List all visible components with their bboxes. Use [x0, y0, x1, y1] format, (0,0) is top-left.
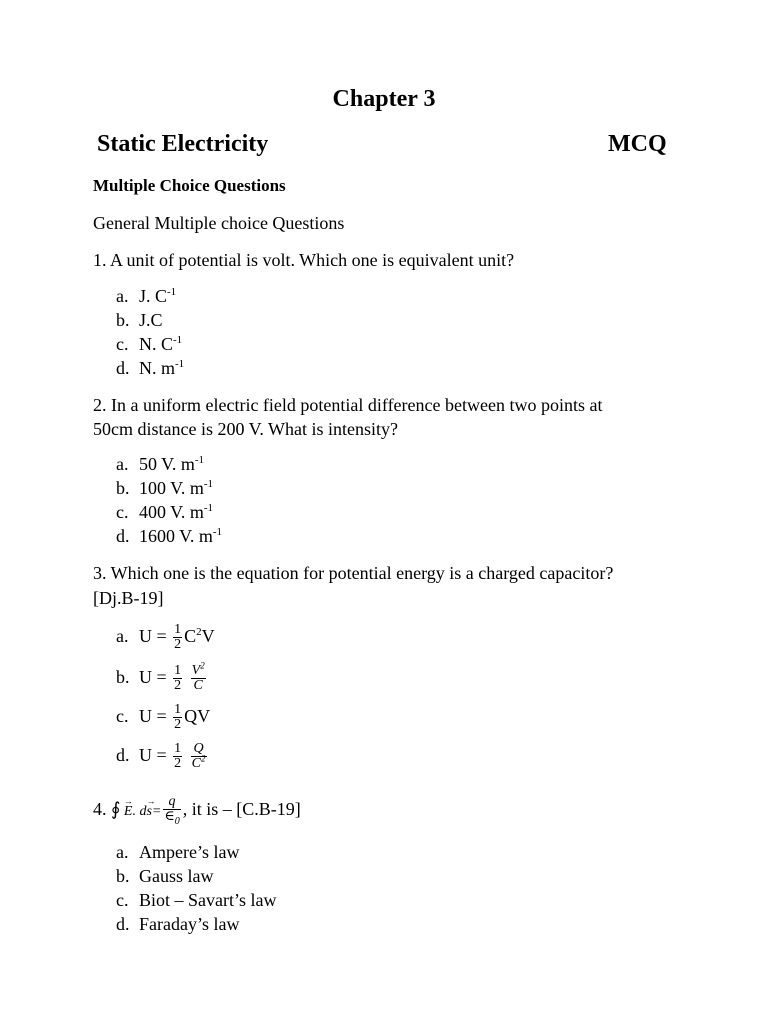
option-text: Biot – Savart’s law — [139, 890, 277, 910]
section-title: General Multiple choice Questions — [93, 213, 345, 233]
closed-integral-symbol: ∮ — [111, 799, 121, 819]
q3-option-b — [116, 658, 208, 696]
option-label: d. — [116, 914, 130, 934]
option-label: c. — [116, 706, 129, 726]
q2-option-d — [116, 524, 222, 548]
fraction-denominator — [163, 810, 180, 829]
option-text: 400 V. m — [139, 502, 204, 522]
option-label: a. — [116, 454, 129, 474]
fraction-v2-over-c — [191, 660, 206, 694]
option-text: 50 V. m — [139, 454, 195, 474]
numerator-sup: 2 — [200, 660, 205, 671]
numerator-text: V — [191, 663, 201, 679]
mcq-tag: MCQ — [608, 131, 667, 157]
fraction-denominator: 2 — [174, 637, 182, 653]
option-sup: -1 — [212, 526, 223, 538]
option-sup: -1 — [175, 358, 185, 370]
option-sup: -1 — [203, 478, 214, 490]
question-2-line-1: 2. In a uniform electric field potential difference between two points at — [93, 395, 603, 415]
option-label: a. — [116, 286, 129, 306]
option-sup: -1 — [203, 502, 214, 514]
question-3-line-2: [Dj.B-19] — [93, 588, 164, 608]
fraction-denominator: 2 — [174, 756, 182, 772]
question-4 — [93, 790, 301, 831]
q2-option-a — [116, 452, 204, 476]
fraction-denominator: 2 — [174, 678, 182, 694]
fraction-half — [173, 623, 182, 652]
fraction-half — [173, 664, 182, 693]
option-lhs: U = — [139, 706, 167, 726]
denominator-sup: 2 — [201, 753, 206, 764]
option-label: a. — [116, 626, 129, 646]
option-text: Faraday’s law — [139, 914, 240, 934]
question-number: 4. — [93, 799, 107, 819]
fraction-numerator: 1 — [174, 741, 182, 757]
vector-e: → E — [124, 793, 133, 831]
q3-option-a — [116, 617, 215, 655]
q4-option-d — [116, 912, 239, 936]
question-2-line-2: 50cm distance is 200 V. What is intensity? — [93, 419, 398, 439]
q1-option-d — [116, 356, 184, 380]
option-label: c. — [116, 890, 129, 910]
option-label: b. — [116, 667, 130, 687]
question-1: 1. A unit of potential is volt. Which one is equivalent unit? — [93, 250, 515, 270]
option-label: b. — [116, 478, 130, 498]
option-label: b. — [116, 866, 130, 886]
option-rhs: C — [184, 626, 197, 646]
option-lhs: U = — [139, 745, 167, 765]
option-label: d. — [116, 745, 130, 765]
q4-option-c — [116, 888, 277, 912]
q4-option-b — [116, 864, 214, 888]
option-label: d. — [116, 358, 130, 378]
chapter-title: Static Electricity — [97, 131, 269, 157]
question-3-line-1: 3. Which one is the equation for potential energy is a charged capacitor? — [93, 563, 614, 583]
formula-dot: . d — [132, 804, 147, 819]
subheading: Multiple Choice Questions — [93, 176, 286, 195]
epsilon-subscript: 0 — [174, 815, 180, 827]
fraction-q-over-c2 — [191, 742, 207, 771]
option-label: c. — [116, 334, 129, 354]
fraction-numerator: 1 — [174, 663, 182, 679]
option-text: J. C — [139, 286, 168, 306]
fraction-denominator: C — [193, 678, 203, 694]
q3-option-c — [116, 697, 210, 735]
option-sup: -1 — [194, 454, 205, 466]
option-text: N. m — [139, 358, 175, 378]
q2-option-c — [116, 500, 213, 524]
option-sup: -1 — [167, 286, 177, 298]
option-text: 1600 V. m — [139, 526, 213, 546]
option-label: b. — [116, 310, 130, 330]
q1-option-a — [116, 284, 176, 308]
option-text: 100 V. m — [139, 478, 204, 498]
option-text: N. C — [139, 334, 174, 354]
formula-equals: = — [151, 804, 162, 819]
option-rhs-tail: V — [201, 626, 215, 646]
fraction-denominator: 2 — [174, 717, 182, 733]
fraction-numerator: Q — [191, 742, 207, 757]
fraction-half — [173, 703, 182, 732]
option-label: a. — [116, 842, 129, 862]
option-label: c. — [116, 502, 129, 522]
option-text: Gauss law — [139, 866, 214, 886]
q1-option-c — [116, 332, 182, 356]
fraction-numerator: 1 — [174, 702, 182, 718]
fraction-half — [173, 742, 182, 771]
fraction-q-over-epsilon — [163, 795, 180, 829]
option-rhs: QV — [184, 706, 211, 726]
q1-option-b — [116, 308, 163, 332]
question-4-suffix: , it is – [C.B-19] — [182, 799, 301, 819]
fraction-numerator: 1 — [174, 622, 182, 638]
fraction-denominator — [191, 753, 207, 772]
q2-option-b — [116, 476, 213, 500]
denominator-text: C — [191, 756, 201, 772]
option-text: Ampere’s law — [139, 842, 240, 862]
option-text: J.C — [139, 310, 163, 330]
q3-option-d — [116, 736, 209, 774]
fraction-numerator: q — [163, 795, 180, 810]
option-sup: -1 — [173, 334, 183, 346]
chapter-heading: Chapter 3 — [332, 86, 436, 112]
option-lhs: U = — [139, 626, 167, 646]
epsilon: ∈ — [164, 808, 175, 824]
q4-option-a — [116, 840, 239, 864]
gauss-formula — [111, 793, 183, 827]
fraction-numerator — [191, 660, 206, 679]
option-rhs-sup: 2 — [196, 626, 202, 638]
option-label: d. — [116, 526, 130, 546]
option-lhs: U = — [139, 667, 167, 687]
vector-s: → s — [146, 793, 151, 831]
